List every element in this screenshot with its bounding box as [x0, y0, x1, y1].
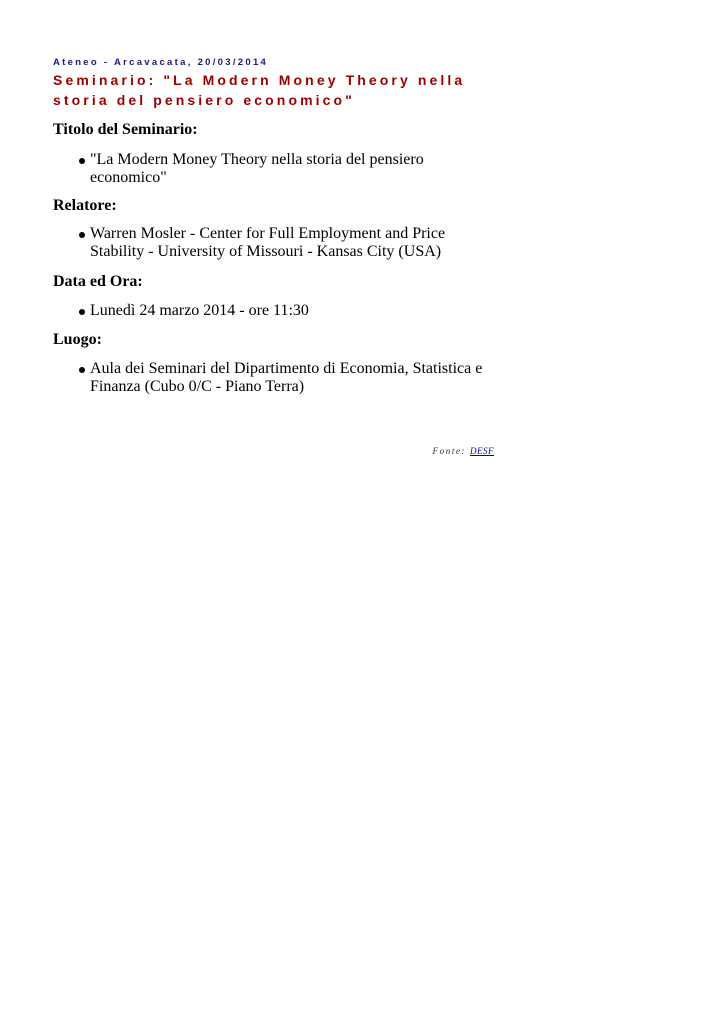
date-location-line: Ateneo - Arcavacata, 20/03/2014 [53, 57, 269, 68]
bullet-icon [79, 232, 85, 238]
bullet-list [53, 225, 503, 261]
section-heading: Titolo del Seminario: [53, 121, 198, 138]
list-item-text: Lunedì 24 marzo 2014 - ore 11:30 [90, 302, 309, 319]
bullet-icon [79, 309, 85, 315]
section-relatore [53, 197, 503, 261]
section-heading: Data ed Ora: [53, 273, 143, 290]
bullet-list [53, 360, 503, 396]
section-titolo [53, 121, 503, 187]
list-item [53, 302, 503, 320]
source-link[interactable]: DESF [470, 446, 494, 456]
list-item-text: Warren Mosler - Center for Full Employment and Price Stability - University of Missouri - Kansas City (USA) [90, 225, 446, 260]
list-item [53, 151, 503, 187]
bullet-list [53, 302, 503, 320]
section-data-ora [53, 273, 503, 320]
list-item-text: "La Modern Money Theory nella storia del pensiero economico" [90, 151, 424, 186]
section-luogo [53, 331, 503, 396]
source-line [53, 446, 494, 456]
bullet-icon [79, 158, 85, 164]
list-item [53, 360, 503, 396]
source-label: Fonte: [432, 446, 467, 456]
page-title: Seminario: "La Modern Money Theory nella storia del pensiero economico" [53, 72, 466, 108]
section-heading: Relatore: [53, 197, 117, 214]
list-item [53, 225, 503, 261]
bullet-list [53, 151, 503, 187]
bullet-icon [79, 367, 85, 373]
list-item-text: Aula dei Seminari del Dipartimento di Economia, Statistica e Finanza (Cubo 0/C - Piano Terra) [90, 360, 483, 395]
section-heading: Luogo: [53, 331, 102, 348]
